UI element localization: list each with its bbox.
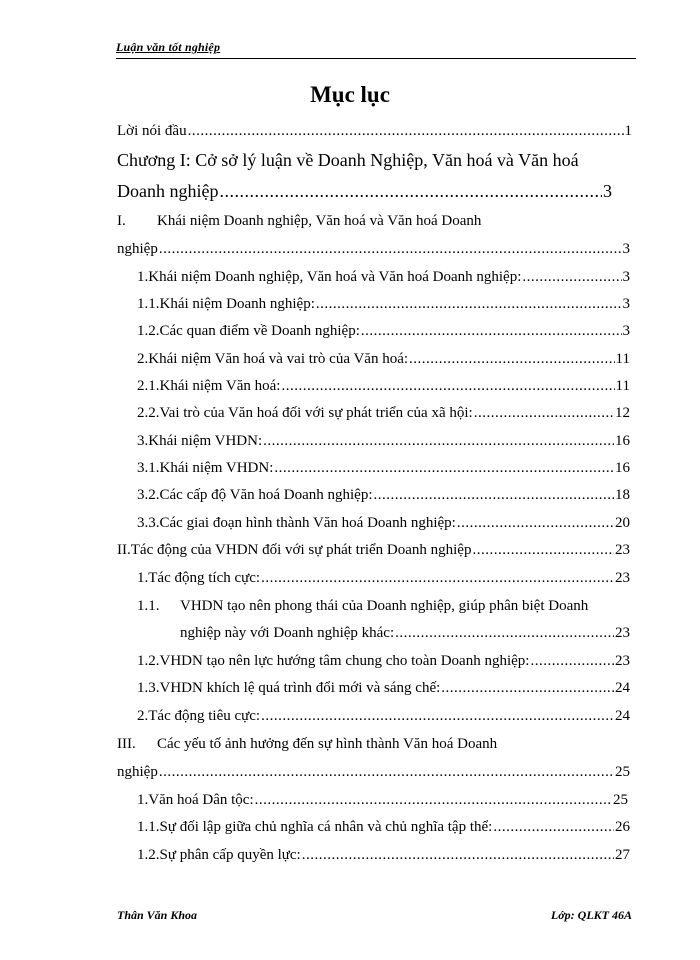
toc-entry-II-1-1-cont[interactable]: nghiệp này với Doanh nghiệp khác: ..... 23	[180, 625, 630, 642]
toc-entry-1-2[interactable]: 1.2. Các quan điểm về Doanh nghiệp: ..... 3	[137, 323, 630, 340]
header-text: Luận văn tốt nghiệp	[116, 40, 221, 54]
toc-entry-section-III-cont[interactable]: nghiệp ..... 25	[117, 764, 630, 781]
toc-entry-section-III[interactable]: III. Các yếu tố ảnh hưởng đến sự hình thành Văn hoá Doanh	[117, 736, 498, 752]
toc-entry-section-I[interactable]: I. Khái niệm Doanh nghiệp, Văn hoá và Văn hoá Doanh	[117, 213, 482, 229]
toc-entry-chapter1[interactable]: Chương I: Cở sở lý luận về Doanh Nghiệp, Văn hoá và Văn hoá	[117, 150, 579, 170]
toc-entry-III-1[interactable]: 1. Văn hoá Dân tộc: ..... 25	[137, 792, 628, 809]
toc-entry-III-1-1[interactable]: 1.1. Sự đối lập giữa chủ nghĩa cá nhân và chủ nghĩa tập thể: ..... 26	[137, 819, 630, 836]
toc-entry-3[interactable]: 3. Khái niệm VHDN: ..... 16	[137, 433, 630, 450]
toc-entry-3-3[interactable]: 3.3. Các giai đoạn hình thành Văn hoá Doanh nghiệp: ..... 20	[137, 515, 630, 532]
toc-entry-2-2[interactable]: 2.2. Vai trò của Văn hoá đối với sự phát triển của xã hội: ..... 12	[137, 405, 630, 422]
toc-entry-section-II[interactable]: II. Tác động của VHDN đối với sự phát triển Doanh nghiệp ..... 23	[117, 542, 630, 559]
toc-entry-1-1[interactable]: 1.1. Khái niệm Doanh nghiệp: ..... 3	[137, 296, 630, 313]
footer-author: Thân Văn Khoa	[117, 908, 198, 922]
page-title: Mục lục	[310, 82, 390, 107]
toc-entry-II-1-2[interactable]: 1.2. VHDN tạo nên lực hướng tâm chung cho toàn Doanh nghiệp: ..... 23	[137, 653, 630, 670]
toc-entry-3-1[interactable]: 3.1. Khái niệm VHDN: ..... 16	[137, 460, 630, 477]
toc-entry-II-1-3[interactable]: 1.3. VHDN khích lệ quá trình đổi mới và sáng chế: ..... 24	[137, 680, 630, 697]
page-header	[116, 38, 636, 59]
toc-entry-2-1[interactable]: 2.1. Khái niệm Văn hoá: ..... 11	[137, 378, 630, 395]
toc-entry-1[interactable]: 1. Khái niệm Doanh nghiệp, Văn hoá và Văn hoá Doanh nghiệp: ..... 3	[137, 269, 630, 286]
toc-entry-3-2[interactable]: 3.2. Các cấp độ Văn hoá Doanh nghiệp: ..... 18	[137, 487, 630, 504]
toc-entry-2[interactable]: 2. Khái niệm Văn hoá và vai trò của Văn hoá: ..... 11	[137, 351, 630, 368]
toc-entry-intro[interactable]: Lời nói đầu ..... 1	[117, 123, 632, 140]
toc-entry-II-1-1[interactable]: 1.1. VHDN tạo nên phong thái của Doanh nghiệp, giúp phân biệt Doanh	[137, 598, 589, 614]
footer-class: Lớp: QLKT 46A	[550, 908, 632, 922]
toc-entry-III-1-2[interactable]: 1.2. Sự phân cấp quyền lực: ..... 27	[137, 847, 630, 864]
toc-entry-II-2[interactable]: 2. Tác động tiêu cực: ..... 24	[137, 708, 630, 725]
toc-entry-chapter1-cont[interactable]: Doanh nghiệp ..... 3	[117, 181, 612, 202]
toc-entry-section-I-cont[interactable]: nghiệp ..... 3	[117, 241, 630, 258]
toc-entry-II-1[interactable]: 1. Tác động tích cực: ..... 23	[137, 570, 630, 587]
